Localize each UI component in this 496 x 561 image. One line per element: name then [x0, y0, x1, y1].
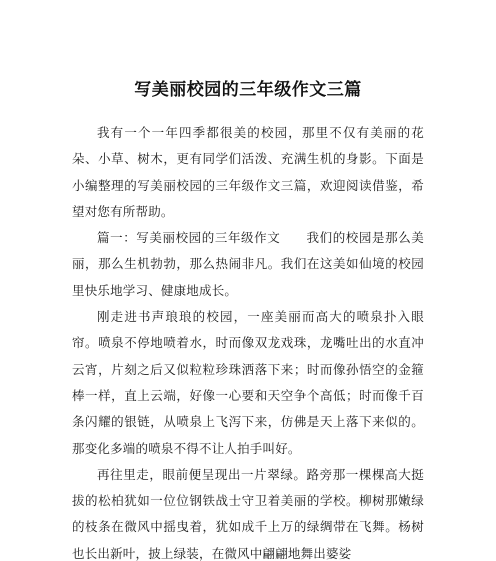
paragraph-essay-one-heading: 篇一：写美丽校园的三年级作文 我们的校园是那么美丽，那么生机勃勃，那么热闹非凡。我们在这美如仙境的校园里快乐地学习、健康地成长。 — [72, 230, 424, 298]
paragraph-intro: 我有一个一年四季都很美的校园，那里不仅有美丽的花朵、小草、树木，更有同学们活泼、充满生机的身影。下面是小编整理的写美丽校园的三年级作文三篇，欢迎阅读借鉴，希望对您有所帮助。 — [72, 125, 424, 219]
document-body — [72, 120, 424, 561]
document-title: 写美丽校园的三年级作文三篇 — [134, 80, 362, 100]
paragraph-fountain: 刚走进书声琅琅的校园，一座美丽而高大的喷泉扑入眼帘。喷泉不停地喷着水，时而像双龙戏珠，龙嘴吐出的水直冲云宵，片刻之后又似粒粒珍珠洒落下来；时而像孙悟空的金箍棒一样，直上云端，好像一心要和天空争个高低；时而像千百条闪耀的银链，从喷泉上飞泻下来，仿佛是天上落下来似的。那变化多端的喷泉不得不让人拍手叫好。 — [72, 309, 424, 456]
paragraph-trees: 再往里走，眼前便呈现出一片翠绿。路旁那一棵棵高大挺拔的松柏犹如一位位钢铁战士守卫着美丽的学校。柳树那嫩绿的枝条在微风中摇曳着，犹如成千上万的绿绸带在飞舞。杨树也长出新叶，披上绿装，在微风中翩翩地舞出婆娑 — [72, 466, 424, 561]
